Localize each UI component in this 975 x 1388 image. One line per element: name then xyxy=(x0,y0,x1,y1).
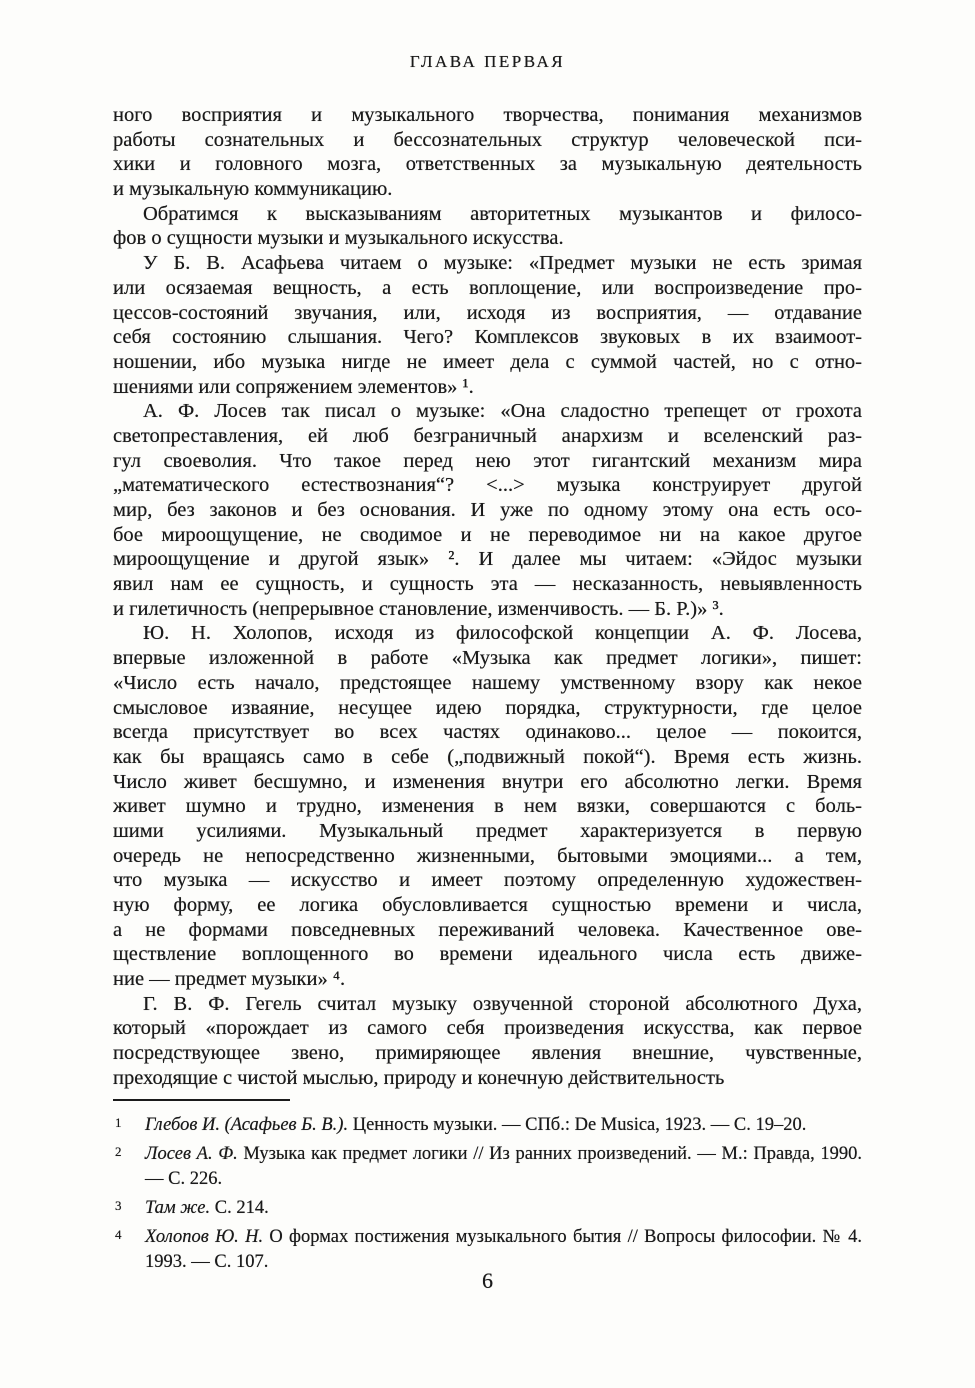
text-line: и музыкальную коммуникацию. xyxy=(113,178,393,201)
footnote-text: О формах постижения музыкального бытия // Вопросы философии. № 4. 1993. — С. 107. xyxy=(145,1226,862,1272)
text-line: мироощущение и другой язык» ². И далее мы читаем: «Эйдос музыки xyxy=(113,548,862,571)
footnote-item xyxy=(113,1225,862,1275)
footnote-number: 2 xyxy=(115,1143,122,1159)
text-line: смысловое изваяние, несущее идею порядка, структурности, где целое xyxy=(113,696,862,719)
text-line: Число живет бесшумно, и изменения внутри его абсолютно легки. Время xyxy=(113,770,862,793)
text-line: Г. В. Ф. Гегель считал музыку озвученной стороной абсолютного Духа, xyxy=(143,992,862,1015)
chapter-running-head: ГЛАВА ПЕРВАЯ xyxy=(409,52,566,71)
text-line: фов о сущности музыки и музыкального искусства. xyxy=(113,227,564,250)
text-line: и гилетичность (непрерывное становление, изменчивость. — Б. Р.)» ³. xyxy=(113,597,724,620)
text-line: преходящие с чистой мыслью, природу и конечную действительность xyxy=(113,1066,725,1089)
text-line: очередь не непосредственно жизненными, бытовыми эмоциями... а тем, xyxy=(113,844,862,867)
text-line: посредствующее звено, примиряющее явления внешние, чувственные, xyxy=(113,1042,862,1065)
body-paragraph xyxy=(113,621,862,991)
body-paragraph xyxy=(113,251,862,399)
text-line: явил нам ее сущность, и сущность эта — несказанность, невыявленность xyxy=(113,573,862,596)
footnote-number: 3 xyxy=(115,1197,122,1213)
page-number: 6 xyxy=(482,1268,493,1293)
text-line: а не формами повседневных переживаний человека. Качественное ове- xyxy=(113,918,862,941)
text-line: всегда присутствует во всех частях одинаково... целое — покоится, xyxy=(113,721,862,744)
text-line: „математического естествознания“? <...> музыка конструирует другой xyxy=(113,474,862,497)
footnote-text: С. 214. xyxy=(210,1197,269,1218)
text-line: бое мироощущение, не сводимое и не переводимое ни на какое другое xyxy=(113,523,862,546)
body-text xyxy=(113,103,862,1091)
body-paragraph xyxy=(113,992,862,1091)
text-line: впервые изложенной в работе «Музыка как предмет логики», пишет: xyxy=(113,647,862,670)
text-line: светопреставления, ей люб безграничный анархизм и вселенский раз- xyxy=(113,424,862,447)
body-paragraph xyxy=(113,103,862,202)
text-line: как бы вращаясь само в себе („подвижный покой“). Время есть жизнь. xyxy=(113,745,862,768)
text-line: А. Ф. Лосев так писал о музыке: «Она сладостно трепещет от грохота xyxy=(143,400,862,423)
text-line: мир, без законов и без основания. И уже по одному этому она есть осо- xyxy=(113,499,862,521)
footnote-author: Там же. xyxy=(145,1197,211,1218)
text-line: гул своеволия. Что такое перед нею этот гигантский механизм мира xyxy=(113,449,862,472)
text-line: Обратимся к высказываниям авторитетных музыкантов и филосо- xyxy=(143,202,862,225)
footnotes xyxy=(113,1113,862,1275)
text-line: ношении, ибо музыка нигде не имеет дела с суммой частей, но с отно- xyxy=(113,350,862,373)
text-line: Ю. Н. Холопов, исходя из философской концепции А. Ф. Лосева, xyxy=(143,622,862,645)
footnote-number: 1 xyxy=(115,1114,122,1130)
footnote-text: Музыка как предмет логики // Из ранних произведений. — М.: Правда, 1990. — С. 226. xyxy=(145,1143,862,1189)
text-line: цессов-состояний звучания, или, исходя из восприятия, — отдавание xyxy=(113,301,862,324)
footnote-author: Глебов И. (Асафьев Б. В.). xyxy=(145,1114,349,1135)
footnote-text: Ценность музыки. — СПб.: De Musica, 1923. — С. 19–20. xyxy=(348,1114,807,1135)
text-line: который «порождает из самого себя произведения искусства, как первое xyxy=(113,1017,862,1040)
footnote-item xyxy=(113,1142,862,1192)
text-line: живет шумно и трудно, изменения в нем вязки, совершаются с боль- xyxy=(113,795,862,818)
text-line: «Число есть начало, предстоящее нашему умственному взору как некое xyxy=(113,671,862,694)
footnote-item xyxy=(113,1113,862,1138)
text-line: ние — предмет музыки» ⁴. xyxy=(113,968,346,991)
text-line: У Б. В. Асафьева читаем о музыке: «Предмет музыки не есть зримая xyxy=(143,252,862,275)
text-line: шениями или сопряжением элементов» ¹. xyxy=(113,375,474,398)
footnote-number: 4 xyxy=(115,1226,122,1242)
text-line: себя состоянию слышания. Чего? Комплексов звуковых в их взаимоот- xyxy=(113,326,862,349)
text-line: ную форму, ее логика обусловливается сущностью времени и числа, xyxy=(113,894,862,916)
footnote-author: Лосев А. Ф. xyxy=(145,1143,238,1164)
body-paragraph xyxy=(113,399,862,621)
footnote-separator xyxy=(113,1099,290,1101)
footnote-item xyxy=(113,1196,862,1221)
text-line: работы сознательных и бессознательных структур человеческой пси- xyxy=(113,128,862,151)
text-line: ществление воплощенного во времени идеального числа есть движе- xyxy=(113,943,862,966)
body-paragraph xyxy=(113,202,862,251)
text-line: что музыка — искусство и имеет поэтому определенную художествен- xyxy=(113,869,862,892)
text-line: хики и головного мозга, ответственных за музыкальную деятельность xyxy=(113,153,862,176)
footnote-author: Холопов Ю. Н. xyxy=(145,1226,264,1247)
text-line: шими усилиями. Музыкальный предмет характеризуется в первую xyxy=(113,819,862,842)
text-line: ного восприятия и музыкального творчества, понимания механизмов xyxy=(113,104,862,126)
text-line: или осязаемая вещность, а есть воплощение, или воспроизведение про- xyxy=(113,276,862,299)
